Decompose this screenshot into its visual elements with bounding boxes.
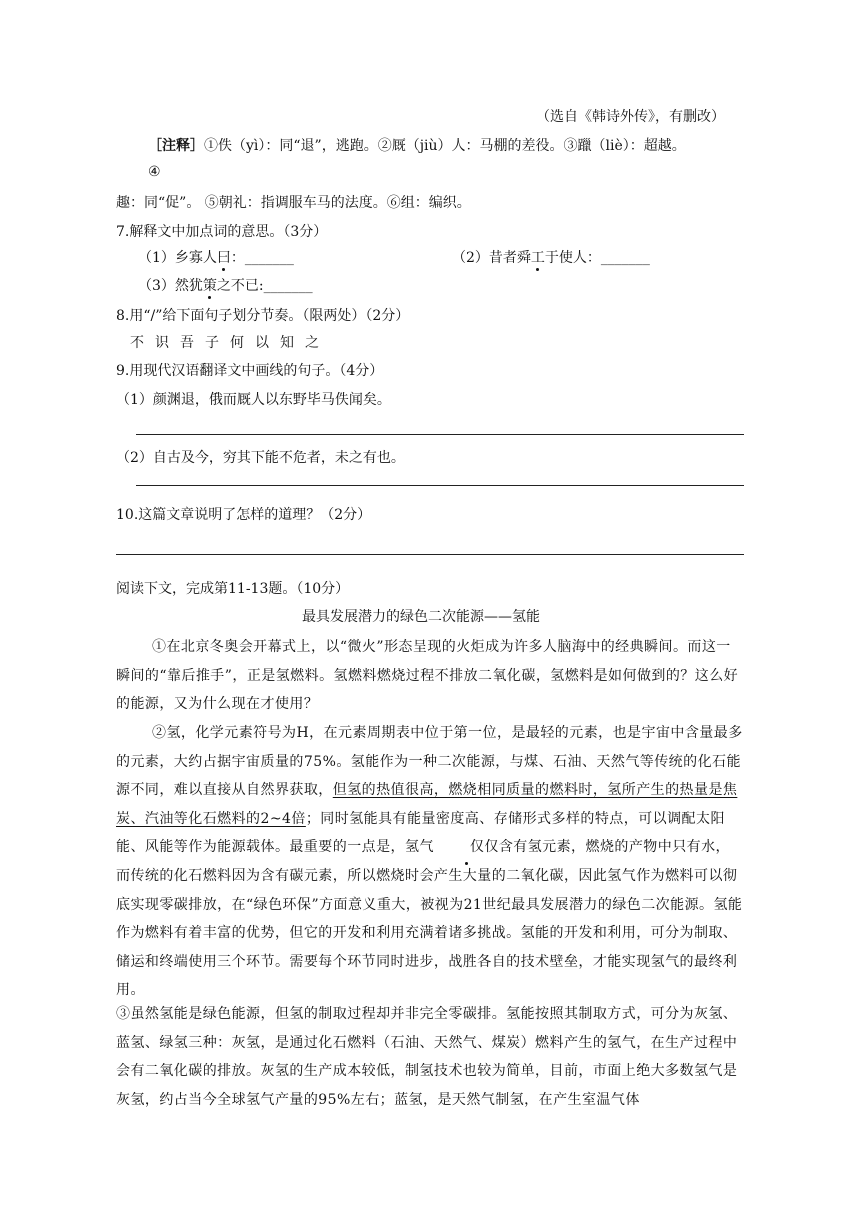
sentence-char: 何: [230, 335, 244, 351]
sentence-char: 吾: [180, 335, 194, 351]
sentence-char: 知: [280, 335, 294, 351]
article-title: 最具发展潜力的绿色二次能源——氢能: [302, 609, 540, 625]
dotted-word: 策: [202, 278, 217, 294]
reading-intro: 阅读下文，完成第11-13题。（10分）: [116, 581, 350, 597]
question-9-sentence-2: （2）自古及今，穷其下能不危者，未之有也。: [116, 450, 405, 466]
underlined-sentence: 但氢的热值很高，燃烧相同质量的燃料时，氢所产生的热量是焦炭、汽油等化石燃料的2~4倍: [116, 782, 738, 827]
dotted-word: 曰: [216, 250, 231, 266]
paragraph-3: ③虽然氢能是绿色能源，但氢的制取过程却并非完全零碳排。氢能按照其制取方式，可分为灰氢、蓝氢、绿氢三种：灰氢，是通过化石燃料（石油、天然气、煤炭）燃料产生的氢气，在生产过程中会有二氧化碳的排放。灰氢的生产成本较低，制氢技术也较为简单，目前，市面上绝大多数氢气是灰氢，约占当今全球氢气产量的95%左右；蓝氢，是天然气制氢，在产生室温气体: [116, 1006, 738, 1108]
notes-line-2: ④: [148, 164, 161, 180]
notes-label: ［注释］: [148, 138, 204, 154]
question-7-item-1: （1）乡寡人曰：_______: [138, 250, 294, 266]
notes-line-3: 趣：同“促”。 ⑤朝礼：指调服车马的法度。⑥组：编织。: [116, 195, 471, 211]
sentence-char: 识: [155, 335, 169, 351]
dotted-word: 仅仅: [434, 833, 499, 862]
notes-text-1: ①佚（yì）：同“退”，逃跑。②厩（jiù）人：马棚的差役。③躐（liè）：超越。: [204, 138, 686, 154]
paragraph-1: ①在北京冬奥会开幕式上，以“微火”形态呈现的火炬成为许多人脑海中的经典瞬间。而这一瞬间的“靠后推手”，正是氢燃料。氢燃料燃烧过程不排放二氧化碳，氢燃料是如何做到的？这么好的能源，又为什么现在才使用？: [116, 639, 739, 713]
sentence-char: 子: [205, 335, 219, 351]
sentence-char: 不: [130, 335, 144, 351]
notes-line-1: [148, 136, 686, 156]
dotted-word: 工: [530, 250, 545, 266]
question-7-title: 7.解释文中加点词的意思。（3分）: [116, 224, 328, 240]
answer-line[interactable]: [136, 485, 744, 486]
question-10-title: 10.这篇文章说明了怎样的道理？（2分）: [116, 507, 372, 523]
question-8-sentence: [130, 333, 330, 353]
paragraph-2: ②氢，化学元素符号为H，在元素周期表中位于第一位，是最轻的元素，也是宇宙中含量最多的元素，大约占据宇宙质量的75%。氢能作为一种二次能源，与煤、石油、天然气等传统的化石能源不同，难以直接从自然界获取，但氢的热值很高，燃烧相同质量的燃料时，氢所产生的热量是焦炭、汽油等化石燃料的2~4倍；同时氢能具有能量密度高、存储形式多样的特点，可以调配太阳能、风能等作为能源载体。最重要的一点是，氢气 仅仅含有氢元素，燃烧的产物中只有水，而传统的化石燃料因为含有碳元素，所以燃烧时会产生大量的二氧化碳，因此氢气作为燃料可以彻底实现零碳排放，在“绿色环保”方面意义重大，被视为21世纪最具发展潜力的绿色二次能源。氢能作为燃料有着丰富的优势，但它的开发和利用充满着诸多挑战。氢能的开发和利用，可分为制取、储运和终端使用三个环节。需要每个环节同时进步，战胜各自的技术壁垒，才能实现氢气的最终利用。: [116, 725, 743, 999]
question-8-title: 8.用“/”给下面句子划分节奏。（限两处）（2分）: [116, 308, 410, 324]
answer-line[interactable]: [116, 554, 744, 555]
question-7-item-3: （3）然犹策之不已:_______: [138, 278, 313, 294]
question-9-sentence-1: （1）颜渊退，俄而厩人以东野毕马佚闻矣。: [116, 392, 391, 408]
sentence-char: 之: [305, 335, 319, 351]
question-7-item-2: （2）昔者舜工于使人：_______: [452, 250, 650, 266]
sentence-char: 以: [255, 335, 269, 351]
answer-line[interactable]: [136, 434, 744, 435]
question-9-title: 9.用现代汉语翻译文中画线的句子。（4分）: [116, 363, 384, 379]
source-citation: （选自《韩诗外传》，有删改）: [536, 109, 725, 125]
